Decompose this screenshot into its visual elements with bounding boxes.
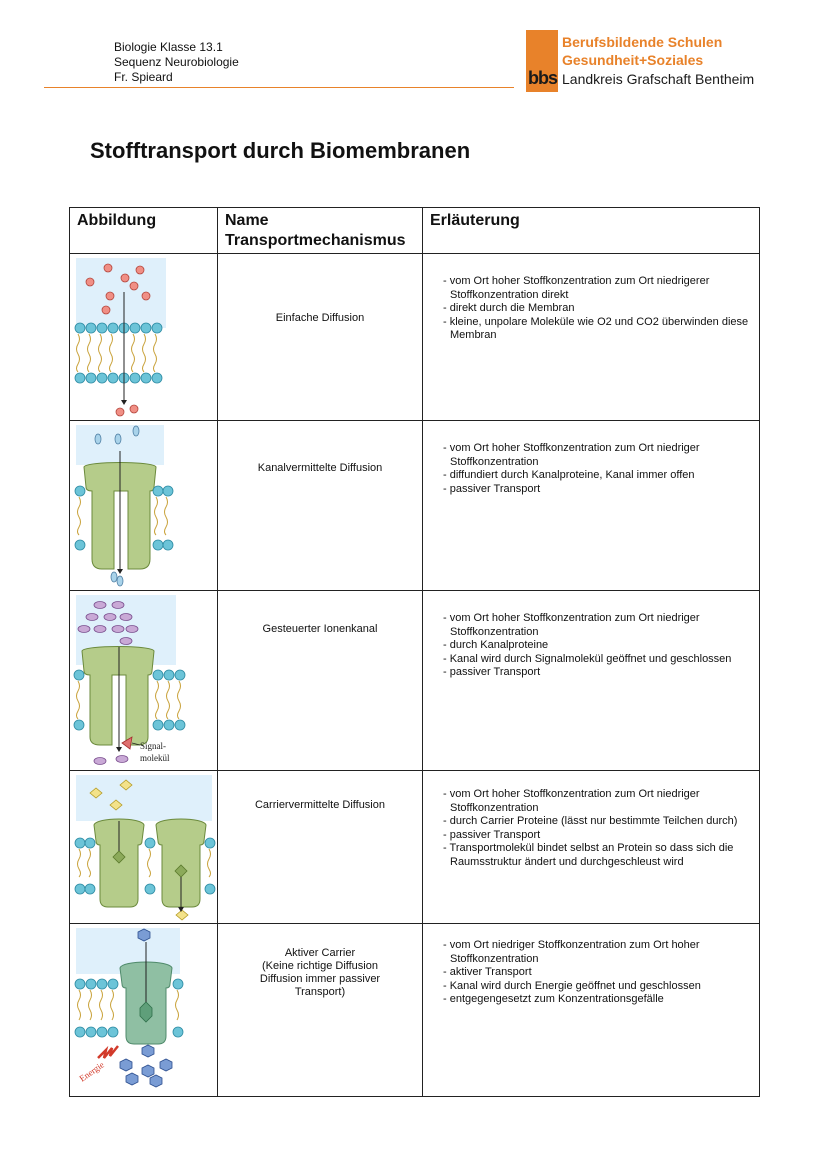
table-row [70,254,760,421]
transport-table [69,207,760,1097]
description-bullet: - passiver Transport [443,666,541,678]
header-line-class: Biologie Klasse 13.1 [114,40,223,54]
description-bullet: - entgegengesetzt zum Konzentrationsgefälle [443,993,664,1005]
mechanism-name: Aktiver Carrier (Keine richtige Diffusion Diffusion immer passiver Transport) [259,947,381,998]
description-bullet: - durch Kanalproteine [443,639,549,651]
name-cell [218,771,423,924]
figure-gated-channel [70,591,218,771]
header-line-teacher: Fr. Spieard [114,70,173,84]
description-bullet: - vom Ort hoher Stoffkonzentration zum Ort niedriger Stoffkonzentration [443,612,700,638]
carrier-diffusion-illustration [70,771,218,923]
table-row [70,771,760,924]
description-cell [423,771,760,924]
description-cell [423,591,760,771]
header-divider [44,87,514,88]
mechanism-name: Einfache Diffusion [275,312,365,324]
description-cell [423,254,760,421]
page-title: Stofftransport durch Biomembranen [90,138,471,163]
description-bullet: - Kanal wird durch Signalmolekül geöffnet und geschlossen [443,652,732,665]
mechanism-name: Kanalvermittelte Diffusion [257,462,383,474]
description-bullet: - diffundiert durch Kanalproteine, Kanal immer offen [443,469,695,481]
mechanism-name: Carriervermittelte Diffusion [254,799,385,811]
document-header [114,40,239,85]
logo-bbs-text: bbs [528,68,558,88]
description-bullet: - aktiver Transport [443,966,532,978]
description-bullet: - passiver Transport [443,828,541,841]
figure-label-signal-2: molekül [140,753,170,763]
description-bullet: - vom Ort hoher Stoffkonzentration zum Ort niedriger Stoffkonzentration [443,788,700,814]
header-line-sequence: Sequenz Neurobiologie [114,55,239,69]
description-bullet: - Kanal wird durch Energie geöffnet und geschlossen [443,979,701,992]
description-bullet: - direkt durch die Membran [443,302,575,314]
figure-label-signal-1: Signal- [140,741,166,751]
mechanism-name: Gesteuerter Ionenkanal [262,623,378,635]
table-row [70,924,760,1097]
table-header-row [70,208,760,254]
header-name: Name Transportmechanismus [218,208,423,254]
figure-active-carrier [70,924,218,1097]
gated-channel-illustration [70,591,218,770]
description-cell [423,924,760,1097]
figure-label-energy: Energie [77,1059,106,1084]
table-row [70,591,760,771]
logo-line-1: Berufsbildende Schulen [562,34,723,50]
name-cell [218,924,423,1097]
active-carrier-illustration [70,924,218,1096]
channel-diffusion-illustration [70,421,218,590]
description-bullet: - kleine, unpolare Moleküle wie O2 und CO2 überwinden diese Membran [443,315,749,341]
name-cell [218,421,423,591]
figure-carrier-diffusion [70,771,218,924]
description-bullet: - durch Carrier Proteine (lässt nur bestimmte Teilchen durch) [443,815,738,827]
description-cell [423,421,760,591]
table-row [70,421,760,591]
description-bullet: - passiver Transport [443,482,541,495]
header-abbildung: Abbildung [70,208,218,254]
name-cell [218,254,423,421]
description-bullet: - vom Ort hoher Stoffkonzentration zum Ort niedriger Stoffkonzentration [443,442,700,468]
simple-diffusion-illustration [70,254,218,420]
description-bullet: - vom Ort niedriger Stoffkonzentration zum Ort hoher Stoffkonzentration [443,939,700,965]
logo-line-2: Gesundheit+Soziales [562,52,704,68]
description-bullet: - vom Ort hoher Stoffkonzentration zum Ort niedrigerer Stoffkonzentration direkt [443,275,710,301]
description-bullet: - Transportmolekül bindet selbst an Protein so dass sich die Raumsstruktur ändert und durchgeschleust wird [443,842,734,868]
figure-simple-diffusion [70,254,218,421]
name-cell [218,591,423,771]
logo-line-3: Landkreis Grafschaft Bentheim [562,71,755,87]
header-erlaeuterung: Erläuterung [423,208,760,254]
school-logo [526,30,816,92]
figure-channel-diffusion [70,421,218,591]
